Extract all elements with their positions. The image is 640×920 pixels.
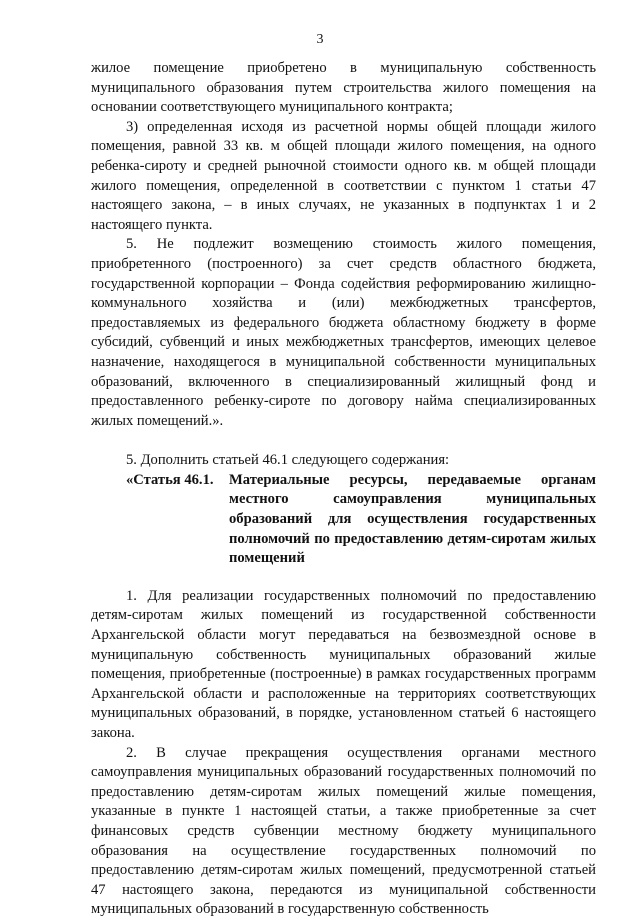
paragraph-subitem-3: 3) определенная исходя из расчетной нормы общей площади жилого помещения, равной 33 кв. м общей площади жилого помещения, на одного ребенка-сироту и средней рыночной стоимости одного кв. м общей площади жилого помещения, определенной в соответствии с пунктом 1 статьи 47 настоящего закона, – в иных случаях, не указанных в подпунктах 1 и 2 настоящего пункта. — [91, 118, 596, 233]
page-number: 3 — [316, 32, 324, 47]
article-heading — [126, 471, 596, 569]
article-label: «Статья 46.1. — [126, 471, 214, 488]
paragraph-item-5: 5. Не подлежит возмещению стоимость жилого помещения, приобретенного (построенного) за счет средств областного бюджета, государственной корпорации – Фонда содействия реформированию жилищно-коммунального хозяйства и (или) межбюджетных трансфертов, предоставляемых из федерального бюджета областному бюджету в форме субсидий, субвенций и иных межбюджетных трансфертов, имеющих целевое назначение, находящегося в муниципальной собственности муниципальных образований, включенного в специализированный жилищный фонд и предоставленного ребенку-сироте по договору найма специализированных жилых помещений.». — [91, 236, 596, 429]
article-title: Материальные ресурсы, передаваемые органам местного самоуправления муниципальных образований для осуществления государственных полномочий по предоставлению детям-сиротам жилых помещений — [229, 471, 596, 567]
paragraph-continuation: жилое помещение приобретено в муниципальную собственность муниципального образования путем строительства жилого помещения на основании соответствующего муниципального контракта; — [91, 60, 596, 116]
article-paragraph-2: 2. В случае прекращения осуществления органами местного самоуправления муниципальных образований государственных полномочий по предоставлению детям-сиротам жилых помещений жилые помещения, указанные в пункте 1 настоящей статьи, а также приобретенные за счет финансовых средств субвенции местному бюджету муниципального образования на осуществление государственных полномочий по предоставлению детям-сиротам жилых помещений, предусмотренной статьей 47 настоящего закона, передаются из муниципальной собственности муниципальных образований в государственную собственность — [91, 744, 596, 918]
document-body — [91, 59, 596, 920]
amendment-intro: 5. Дополнить статьей 46.1 следующего содержания: — [126, 452, 450, 469]
article-paragraph-1: 1. Для реализации государственных полномочий по предоставлению детям-сиротам жилых помещений из государственной собственности Архангельской области могут передаваться на безвозмездной основе в муниципальную собственность муниципальных образований жилые помещения, приобретенные (построенные) в рамках государственных программ Архангельской области и расположенные на территориях соответствующих муниципальных образований, в порядке, установленном статьей 6 настоящего закона. — [91, 587, 596, 741]
